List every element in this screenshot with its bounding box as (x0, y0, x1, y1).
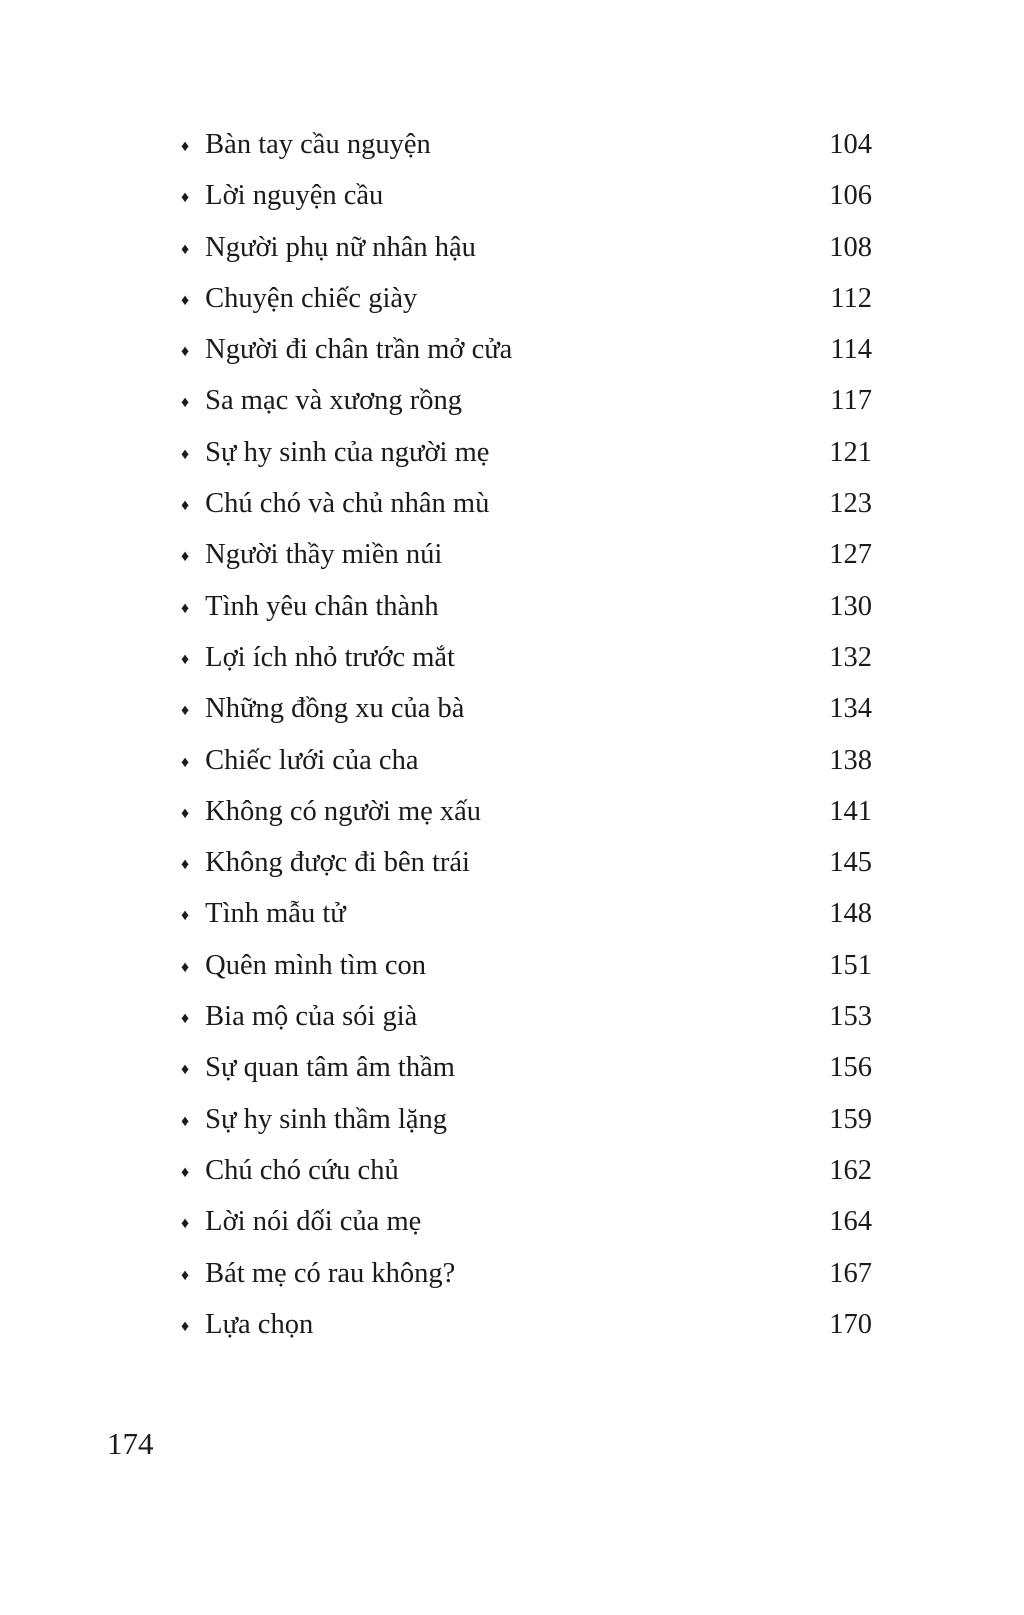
diamond-bullet-icon: ♦ (181, 548, 190, 566)
diamond-bullet-icon: ♦ (181, 804, 190, 822)
toc-entry-row (181, 683, 872, 734)
toc-entry-row (181, 222, 872, 273)
diamond-bullet-icon: ♦ (181, 240, 190, 258)
toc-entry-title: Sự hy sinh của người mẹ (205, 436, 490, 468)
toc-entry-page: 170 (829, 1308, 872, 1340)
toc-entry-page: 106 (829, 180, 872, 212)
toc-entry-row (181, 1299, 872, 1350)
toc-entry-page: 167 (829, 1257, 872, 1289)
toc-entry-page: 132 (829, 641, 872, 673)
toc-entry-title: Những đồng xu của bà (205, 693, 465, 725)
diamond-bullet-icon: ♦ (181, 856, 190, 874)
toc-entry-row (181, 1094, 872, 1145)
toc-entry-title: Tình mẫu tử (205, 898, 346, 930)
toc-entry-title: Sự hy sinh thầm lặng (205, 1103, 448, 1135)
toc-entry-page: 108 (829, 231, 872, 263)
toc-entry-title: Lựa chọn (205, 1308, 314, 1340)
toc-entry-title: Sự quan tâm âm thầm (205, 1052, 455, 1084)
toc-entry-page: 134 (829, 693, 872, 725)
toc-entry-row (181, 735, 872, 786)
toc-entry-row (181, 273, 872, 324)
toc-entry-row (181, 581, 872, 632)
toc-entry-row (181, 119, 872, 170)
diamond-bullet-icon: ♦ (181, 343, 190, 361)
toc-entry-page: 114 (830, 334, 872, 366)
toc-entry-title: Chiếc lưới của cha (205, 744, 419, 776)
toc-entry-page: 104 (829, 129, 872, 160)
toc-entry-page: 123 (829, 488, 872, 520)
diamond-bullet-icon: ♦ (181, 702, 190, 720)
toc-entry-title: Người phụ nữ nhân hậu (205, 231, 476, 263)
toc-entry-title: Người đi chân trần mở cửa (205, 334, 513, 366)
toc-entry-row (181, 940, 872, 991)
toc-entry-page: 156 (829, 1052, 872, 1084)
diamond-bullet-icon: ♦ (181, 497, 190, 515)
toc-entry-page: 117 (830, 385, 872, 417)
toc-entry-row (181, 1145, 872, 1196)
toc-entry-row (181, 427, 872, 478)
diamond-bullet-icon: ♦ (181, 1112, 190, 1130)
toc-entry-title: Chuyện chiếc giày (205, 282, 418, 314)
toc-entry-page: 159 (829, 1103, 872, 1135)
diamond-bullet-icon: ♦ (181, 1266, 190, 1284)
diamond-bullet-icon: ♦ (181, 650, 190, 668)
diamond-bullet-icon: ♦ (181, 958, 190, 976)
toc-entry-row (181, 170, 872, 221)
toc-entry-page: 121 (829, 436, 872, 468)
toc-entry-row (181, 888, 872, 939)
diamond-bullet-icon: ♦ (181, 1010, 190, 1028)
toc-entry-row (181, 324, 872, 375)
toc-entry-row (181, 632, 872, 683)
diamond-bullet-icon: ♦ (181, 138, 190, 155)
toc-entry-page: 141 (829, 795, 872, 827)
toc-entry-page: 153 (829, 1001, 872, 1033)
toc-entry-row (181, 375, 872, 426)
toc-entry-page: 151 (829, 949, 872, 981)
toc-entry-title: Chú chó cứu chủ (205, 1154, 399, 1186)
toc-entry-title: Tình yêu chân thành (205, 590, 439, 622)
toc-entry-row (181, 786, 872, 837)
diamond-bullet-icon: ♦ (181, 1215, 190, 1233)
toc-entry-title: Lời nói dối của mẹ (205, 1206, 422, 1238)
toc-entry-row (181, 1196, 872, 1247)
toc-entry-title: Quên mình tìm con (205, 949, 427, 981)
toc-entry-row (181, 1042, 872, 1093)
toc-entry-title: Lợi ích nhỏ trước mắt (205, 641, 455, 673)
diamond-bullet-icon: ♦ (181, 907, 190, 925)
toc-entry-row (181, 478, 872, 529)
toc-list (181, 119, 872, 1350)
diamond-bullet-icon: ♦ (181, 1163, 190, 1181)
toc-entry-title: Không được đi bên trái (205, 847, 470, 879)
toc-entry-title: Lời nguyện cầu (205, 180, 384, 212)
toc-entry-row (181, 991, 872, 1042)
toc-entry-title: Người thầy miền núi (205, 539, 443, 571)
diamond-bullet-icon: ♦ (181, 189, 190, 207)
toc-entry-title: Bàn tay cầu nguyện (205, 129, 431, 160)
toc-entry-page: 148 (829, 898, 872, 930)
diamond-bullet-icon: ♦ (181, 753, 190, 771)
diamond-bullet-icon: ♦ (181, 1061, 190, 1079)
toc-entry-row (181, 1248, 872, 1299)
toc-entry-title: Không có người mẹ xấu (205, 795, 482, 827)
toc-entry-page: 130 (829, 590, 872, 622)
diamond-bullet-icon: ♦ (181, 291, 190, 309)
footer-page-number: 174 (107, 1426, 154, 1461)
toc-entry-page: 145 (829, 847, 872, 879)
toc-entry-title: Bia mộ của sói già (205, 1001, 418, 1033)
toc-entry-page: 138 (829, 744, 872, 776)
toc-entry-row (181, 529, 872, 580)
diamond-bullet-icon: ♦ (181, 1317, 190, 1335)
toc-entry-title: Sa mạc và xương rồng (205, 385, 463, 417)
toc-entry-page: 127 (829, 539, 872, 571)
toc-entry-title: Chú chó và chủ nhân mù (205, 488, 490, 520)
diamond-bullet-icon: ♦ (181, 445, 190, 463)
toc-entry-title: Bát mẹ có rau không? (205, 1257, 456, 1289)
toc-entry-page: 164 (829, 1206, 872, 1238)
toc-entry-page: 162 (829, 1154, 872, 1186)
toc-entry-page: 112 (830, 282, 872, 314)
diamond-bullet-icon: ♦ (181, 599, 190, 617)
toc-entry-row (181, 837, 872, 888)
diamond-bullet-icon: ♦ (181, 394, 190, 412)
